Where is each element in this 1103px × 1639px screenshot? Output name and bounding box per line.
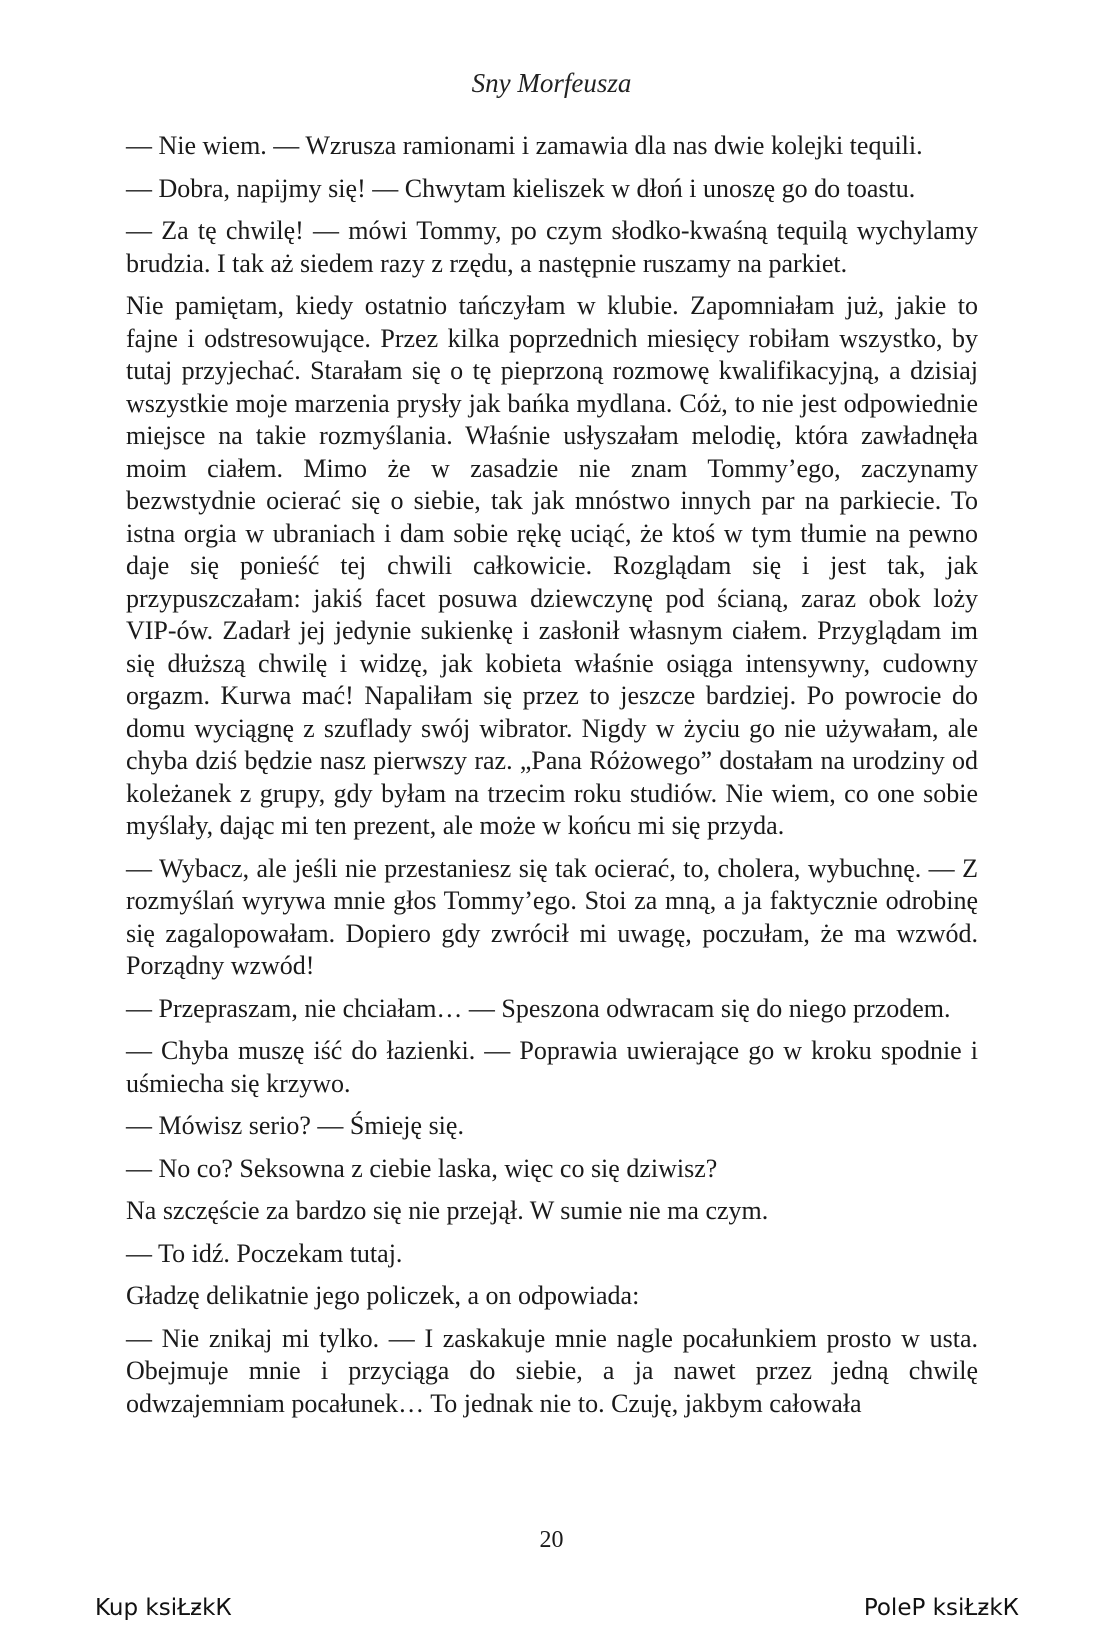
body-text (126, 130, 978, 1430)
paragraph: — Nie wiem. — Wzrusza ramionami i zamawia dla nas dwie kolejki tequili. (126, 131, 923, 160)
paragraph: — Nie znikaj mi tylko. — I zaskakuje mnie nagle pocałunkiem prosto w usta. Obejmuje mnie i przyciąga do siebie, a ja nawet przez jedną chwilę odwzajemniam pocałunek… To jednak nie to. Czuję, jakbym całowała (126, 1323, 978, 1418)
paragraph: — Przepraszam, nie chciałam… — Speszona odwracam się do niego przodem. (126, 993, 951, 1023)
paragraph: — To idź. Poczekam tutaj. (126, 1238, 403, 1268)
paragraph: — Dobra, napijmy się! — Chwytam kieliszek w dłoń i unoszę go do toastu. (126, 173, 916, 203)
paragraph: — Za tę chwilę! — mówi Tommy, po czym słodko-kwaśną tequilą wychylamy brudzia. I tak aż siedem razy z rzędu, a następnie ruszamy na parkiet. (126, 216, 978, 278)
paragraph: — Wybacz, ale jeśli nie przestaniesz się tak ocierać, to, cholera, wybuchnę. — Z rozmyślań wyrywa mnie głos Tommy’ego. Stoi za mną, a ja faktycznie odrobinę się zagalopowałam. Dopiero gdy zwrócił mi uwagę, poczułam, że ma wzwód. Porządny wzwód! (126, 853, 978, 980)
buy-book-link[interactable]: Kup ksiŁƶkК (95, 1595, 232, 1621)
paragraph: Na szczęście za bardzo się nie przejął. W sumie nie ma czym. (126, 1196, 769, 1225)
paragraph: — Mówisz serio? — Śmieję się. (126, 1111, 464, 1140)
paragraph: — Chyba muszę iść do łazienki. — Poprawia uwierające go w kroku spodnie i uśmiecha się krzywo. (126, 1036, 978, 1098)
running-title: Sny Morfeusza (471, 68, 632, 98)
paragraph: — No co? Seksowna z ciebie laska, więc co się dziwisz? (126, 1153, 718, 1183)
paragraph: Nie pamiętam, kiedy ostatnio tańczyłam w klubie. Zapomniałam już, jakie to fajne i odstresowujące. Przez kilka poprzednich miesięcy robiłam wszystko, by tutaj przyjechać. Starałam się o tę pieprzoną rozmowę kwalifikacyjną, a dzisiaj wszystkie moje marzenia prysły jak bańka mydlana. Cóż, to nie jest odpowiednie miejsce na takie rozmyślania. Właśnie usłyszałam melodię, która zawładnęła moim ciałem. Mimo że w zasadzie nie znam Tommy’ego, zaczynamy bezwstydnie ocierać się o siebie, tak jak mnóstwo innych par na parkiecie. To istna orgia w ubraniach i dam sobie rękę uciąć, że ktoś w tym tłumie na pewno daje się ponieść tej chwili całkowicie. Rozglądam się i jest tak, jak przypuszczałam: jakiś facet posuwa dziewczynę pod ścianą, zaraz obok loży VIP-ów. Zadarł jej jedynie sukienkę i zasłonił własnym ciałem. Przyglądam im się dłuższą chwilę i widzę, jak kobieta właśnie osiąga intensywny, cudowny orgazm. Kurwa mać! Napaliłam się przez to jeszcze bardziej. Po powrocie do domu wyciągnę z szuflady swój wibrator. Nigdy w życiu go nie używałam, ale chyba dziś będzie nasz pierwszy raz. „Pana Różowego” dostałam na urodziny od koleżanek z grupy, gdy byłam na trzecim roku studiów. Nie wiem, co one sobie myślały, dając mi ten prezent, ale może w końcu mi się przyda. (126, 291, 978, 840)
recommend-book-link[interactable]: PoleP ksiŁƶkК (863, 1595, 1019, 1621)
paragraph: Gładzę delikatnie jego policzek, a on odpowiada: (126, 1281, 640, 1310)
page-number: 20 (539, 1527, 564, 1553)
